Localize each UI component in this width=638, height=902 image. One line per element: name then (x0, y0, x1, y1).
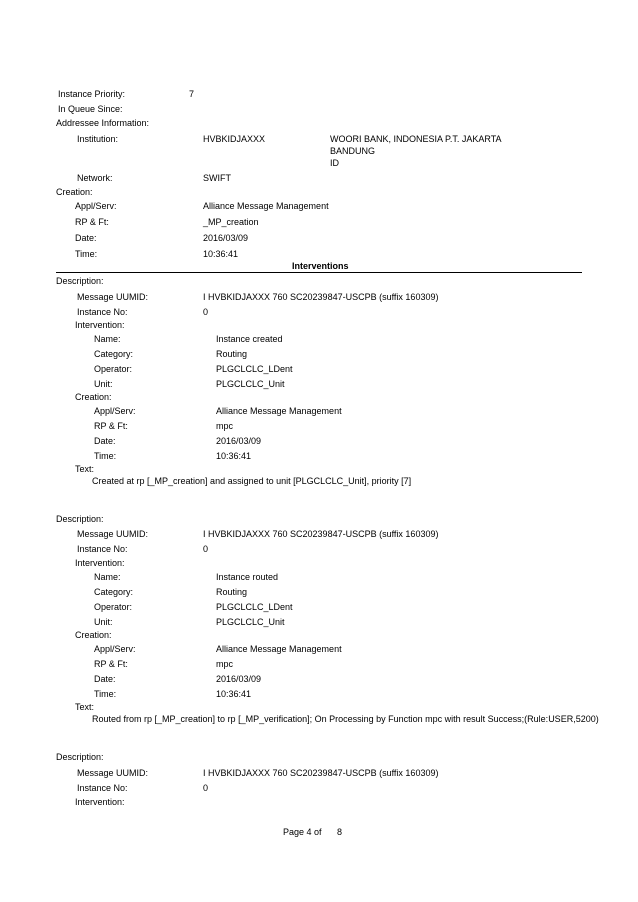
unit-value: PLGCLCLC_Unit (216, 617, 285, 627)
message-uumid-value: I HVBKIDJAXXX 760 SC20239847-USCPB (suffix 160309) (203, 292, 439, 302)
intervention-label: Intervention: (75, 320, 125, 330)
appl-serv-value: Alliance Message Management (203, 201, 329, 211)
category-label: Category: (94, 349, 134, 359)
time-value: 10:36:41 (216, 689, 252, 699)
network-value: SWIFT (203, 173, 231, 183)
operator-label: Operator: (94, 602, 133, 612)
name-value: Instance created (216, 334, 283, 344)
unit-value: PLGCLCLC_Unit (216, 379, 285, 389)
rp-ft-label: RP & Ft: (75, 217, 109, 227)
message-uumid-label: Message UUMID: (77, 768, 149, 778)
operator-value: PLGCLCLC_LDent (216, 364, 293, 374)
instance-no-label: Instance No: (77, 783, 128, 793)
description-label: Description: (56, 514, 104, 524)
instance-no-label: Instance No: (77, 544, 128, 554)
instance-priority-value: 7 (189, 89, 195, 99)
instance-priority-label: Instance Priority: (58, 89, 126, 99)
rp-ft-label: RP & Ft: (94, 659, 128, 669)
appl-serv-label: Appl/Serv: (94, 644, 136, 654)
category-value: Routing (216, 587, 248, 597)
text-label: Text: (75, 702, 95, 712)
intervention-text: Created at rp [_MP_creation] and assigned to unit [PLGCLCLC_Unit], priority [7] (92, 476, 412, 486)
appl-serv-value: Alliance Message Management (216, 406, 342, 416)
rp-ft-value: mpc (216, 421, 234, 431)
time-value: 10:36:41 (216, 451, 252, 461)
name-value: Instance routed (216, 572, 279, 582)
description-label: Description: (56, 276, 104, 286)
instance-no-label: Instance No: (77, 307, 128, 317)
date-value: 2016/03/09 (203, 233, 249, 243)
creation-label: Creation: (75, 392, 112, 402)
institution-name-line2: BANDUNG (330, 146, 376, 156)
creation-label: Creation: (56, 187, 93, 197)
intervention-label: Intervention: (75, 558, 125, 568)
appl-serv-label: Appl/Serv: (94, 406, 136, 416)
time-label: Time: (94, 689, 117, 699)
date-label: Date: (94, 436, 116, 446)
category-label: Category: (94, 587, 134, 597)
text-label: Text: (75, 464, 95, 474)
description-label: Description: (56, 752, 104, 762)
date-label: Date: (75, 233, 97, 243)
appl-serv-label: Appl/Serv: (75, 201, 117, 211)
date-value: 2016/03/09 (216, 674, 262, 684)
rp-ft-value: mpc (216, 659, 234, 669)
message-uumid-value: I HVBKIDJAXXX 760 SC20239847-USCPB (suffix 160309) (203, 768, 439, 778)
intervention-label: Intervention: (75, 797, 125, 807)
institution-label: Institution: (77, 134, 119, 144)
institution-name-line1: WOORI BANK, INDONESIA P.T. JAKARTA (330, 134, 502, 144)
instance-no-value: 0 (203, 544, 209, 554)
time-value: 10:36:41 (203, 249, 239, 259)
appl-serv-value: Alliance Message Management (216, 644, 342, 654)
institution-bic: HVBKIDJAXXX (203, 134, 266, 144)
operator-label: Operator: (94, 364, 133, 374)
creation-label: Creation: (75, 630, 112, 640)
rp-ft-value: _MP_creation (203, 217, 259, 227)
rp-ft-label: RP & Ft: (94, 421, 128, 431)
instance-no-value: 0 (203, 783, 209, 793)
network-label: Network: (77, 173, 113, 183)
page-total: 8 (337, 827, 343, 837)
unit-label: Unit: (94, 617, 113, 627)
name-label: Name: (94, 572, 121, 582)
time-label: Time: (75, 249, 98, 259)
message-uumid-label: Message UUMID: (77, 292, 149, 302)
message-uumid-value: I HVBKIDJAXXX 760 SC20239847-USCPB (suffix 160309) (203, 529, 439, 539)
category-value: Routing (216, 349, 248, 359)
institution-name-line3: ID (330, 158, 339, 168)
message-uumid-label: Message UUMID: (77, 529, 149, 539)
operator-value: PLGCLCLC_LDent (216, 602, 293, 612)
addressee-info-label: Addressee Information: (56, 118, 150, 128)
intervention-text: Routed from rp [_MP_creation] to rp [_MP_verification]; On Processing by Function mpc with result Success;(Rule:USER,5200) (92, 714, 599, 724)
in-queue-since-label: In Queue Since: (58, 104, 123, 114)
section-divider (56, 272, 582, 273)
time-label: Time: (94, 451, 117, 461)
date-value: 2016/03/09 (216, 436, 262, 446)
name-label: Name: (94, 334, 121, 344)
instance-no-value: 0 (203, 307, 209, 317)
interventions-heading: Interventions (292, 261, 349, 271)
unit-label: Unit: (94, 379, 113, 389)
page-number-label: Page 4 of (283, 827, 322, 837)
date-label: Date: (94, 674, 116, 684)
